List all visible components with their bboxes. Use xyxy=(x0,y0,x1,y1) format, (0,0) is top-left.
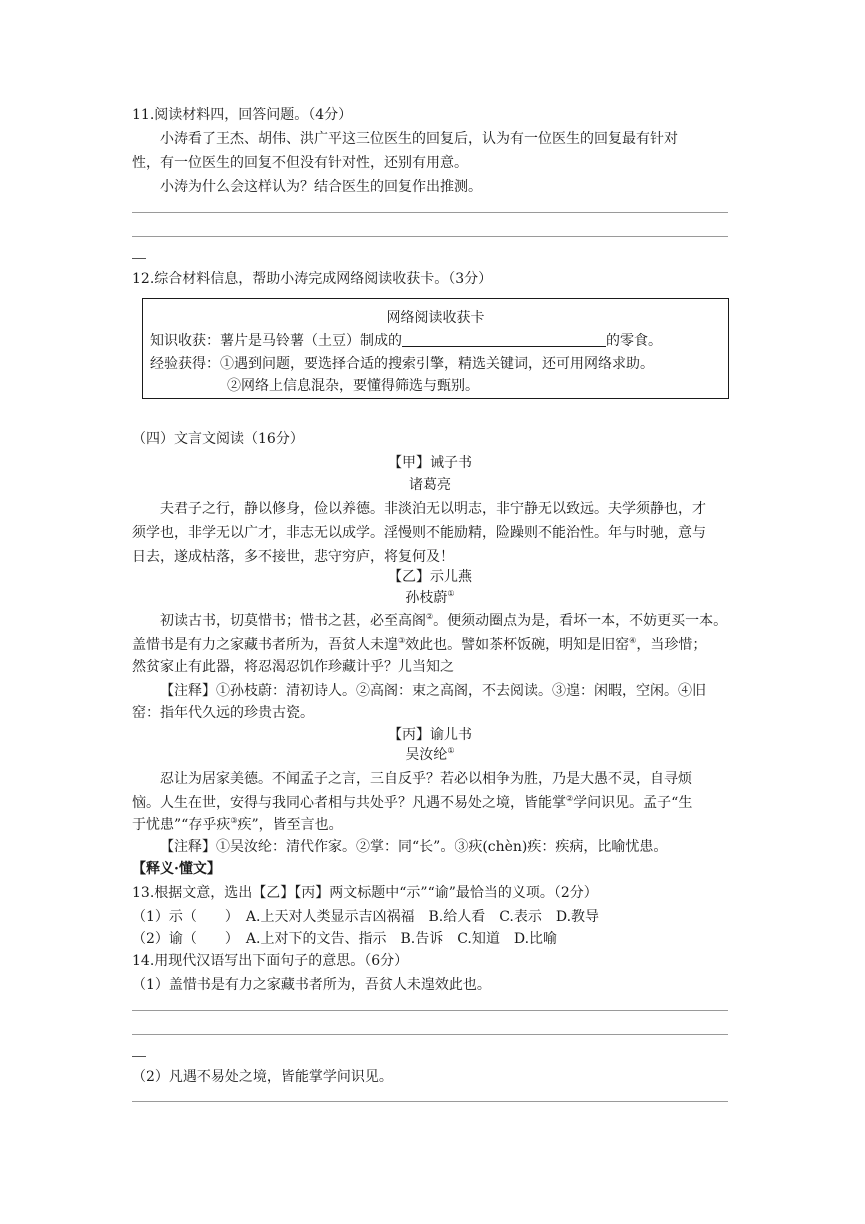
card-knowledge-suffix: 的零食。 xyxy=(606,333,662,349)
text-bing-note: 【注释】①吴汝纶：清代作家。②掌：同“长”。③疢(chèn)疾：疾病，比喻忧患。 xyxy=(160,839,668,855)
card-knowledge-blank[interactable] xyxy=(402,332,606,347)
q11-paragraph-2: 小涛为什么会这样认为？结合医生的回复作出推测。 xyxy=(160,179,482,195)
note-marker-3b: ③ xyxy=(230,816,238,825)
text-bing-author: 吴汝纶 xyxy=(405,747,448,763)
note-marker-1b: ① xyxy=(447,746,455,755)
text-jia-line-1: 夫君子之行，静以修身，俭以养德。非淡泊无以明志，非宁静无以致远。夫学须静也，才 xyxy=(160,501,706,517)
q11-title: 11.阅读材料四，回答问题。（4分） xyxy=(132,107,353,123)
card-knowledge-row xyxy=(150,330,662,350)
q14-title: 14.用现代汉语写出下面句子的意思。（6分） xyxy=(132,953,409,969)
text-jia-line-2: 须学也，非学无以广才，非志无以成学。淫慢则不能励精，险躁则不能治性。年与时驰，意与 xyxy=(132,525,706,541)
text-yi-title: 【乙】示儿燕 xyxy=(388,569,472,585)
q11-paragraph-1-line-2: 性，有一位医生的回复不但没有针对性，还别有用意。 xyxy=(132,155,468,171)
q14-answer-line-2[interactable] xyxy=(132,1034,728,1035)
q11-answer-line-2[interactable] xyxy=(132,236,728,237)
text-yi-line-2a: 盖惜书是有力之家藏书者所为，吾贫人未遑 xyxy=(132,637,398,653)
text-bing-line-1: 忍让为居家美德。不闻孟子之言，三自反乎？若必以相争为胜，乃是大愚不灵，自寻烦 xyxy=(160,771,692,787)
note-marker-4: ④ xyxy=(629,636,637,645)
text-bing-author-line xyxy=(132,744,728,764)
text-bing-line-2a: 恼。人生在世，安得与我同心者相与共处乎？凡遇不易处之境，皆能掌 xyxy=(132,795,566,811)
text-yi-line-2b: 效此也。譬如茶杯饭碗，明知是旧窑 xyxy=(405,637,630,653)
note-marker-2: ② xyxy=(426,612,434,621)
text-yi-line-1a: 初读古书，切莫惜书；惜书之甚，必至高阁 xyxy=(160,613,426,629)
text-yi-line-3: 然贫家止有此器，将忍渴忍饥作珍藏计乎？儿当知之 xyxy=(132,659,454,675)
note-marker-3: ③ xyxy=(398,636,406,645)
text-bing-line-2b: 学问识见。孟子“生 xyxy=(573,795,693,811)
text-bing-line-2 xyxy=(132,792,692,812)
text-yi-note-line-1: 【注释】①孙枝蔚：清初诗人。②高阁：束之高阁，不去阅读。③遑：闲暇，空闲。④旧 xyxy=(160,683,706,699)
q14-answer-line-3[interactable] xyxy=(132,1101,728,1102)
text-yi-author: 孙枝蔚 xyxy=(405,590,448,606)
text-yi-note-line-2: 窑：指年代久远的珍贵古瓷。 xyxy=(132,705,314,721)
text-jia-title: 【甲】诫子书 xyxy=(388,455,472,471)
note-marker-2b: ② xyxy=(566,794,574,803)
q13-item-2: （2）谕（ ） A.上对下的文告、指示 B.告诉 C.知道 D.比喻 xyxy=(132,931,558,947)
text-jia-author: 诸葛亮 xyxy=(409,477,451,493)
text-yi-line-2 xyxy=(132,634,706,654)
text-yi-line-2c: ，当珍惜； xyxy=(636,637,707,653)
section-heading: （四）文言文阅读（16分） xyxy=(132,431,304,447)
text-yi-line-1b: 。便须动圈点为是，看坏一本，不妨更买一本。 xyxy=(433,613,728,629)
text-bing-title: 【丙】谕儿书 xyxy=(388,727,472,743)
section-explain-heading: 【释义·懂文】 xyxy=(132,861,221,877)
q11-answer-line-1[interactable] xyxy=(132,212,728,213)
note-marker-1: ① xyxy=(447,589,455,598)
q14-item-1: （1）盖惜书是有力之家藏书者所为，吾贫人未遑效此也。 xyxy=(132,977,491,993)
reading-harvest-card xyxy=(142,298,729,399)
q14-answer-line-1[interactable] xyxy=(132,1010,728,1011)
card-experience-2: ②网络上信息混杂，要懂得筛选与甄别。 xyxy=(227,378,479,394)
q14-item-2: （2）凡遇不易处之境，皆能掌学问识见。 xyxy=(132,1069,393,1085)
text-yi-author-line xyxy=(132,587,728,607)
q13-item-1: （1）示（ ） A.上天对人类显示吉凶祸福 B.给人看 C.表示 D.教导 xyxy=(132,909,600,925)
q14-answer-dash xyxy=(132,1056,146,1057)
card-title: 网络阅读收获卡 xyxy=(386,310,485,326)
card-experience-1: 经验获得：①遇到问题，要选择合适的搜索引擎，精选关键词，还可用网络求助。 xyxy=(150,356,654,372)
q13-title: 13.根据文意，选出【乙】【丙】两文标题中“示”“谕”最恰当的义项。（2分） xyxy=(132,885,598,901)
text-jia-line-3: 日去，遂成枯落，多不接世，悲守穷庐，将复何及！ xyxy=(132,549,454,565)
card-knowledge-prefix: 知识收获：薯片是马铃薯（土豆）制成的 xyxy=(150,333,402,349)
q11-answer-dash xyxy=(132,258,146,259)
text-yi-line-1 xyxy=(160,610,727,630)
text-bing-line-3b: 疾”，皆至言也。 xyxy=(237,817,343,833)
q12-title: 12.综合材料信息，帮助小涛完成网络阅读收获卡。（3分） xyxy=(132,271,493,287)
text-bing-line-3 xyxy=(132,814,343,834)
text-bing-line-3a: 于忧患”“存乎疢 xyxy=(132,817,231,833)
q11-paragraph-1-line-1: 小涛看了王杰、胡伟、洪广平这三位医生的回复后，认为有一位医生的回复最有针对 xyxy=(160,131,678,147)
